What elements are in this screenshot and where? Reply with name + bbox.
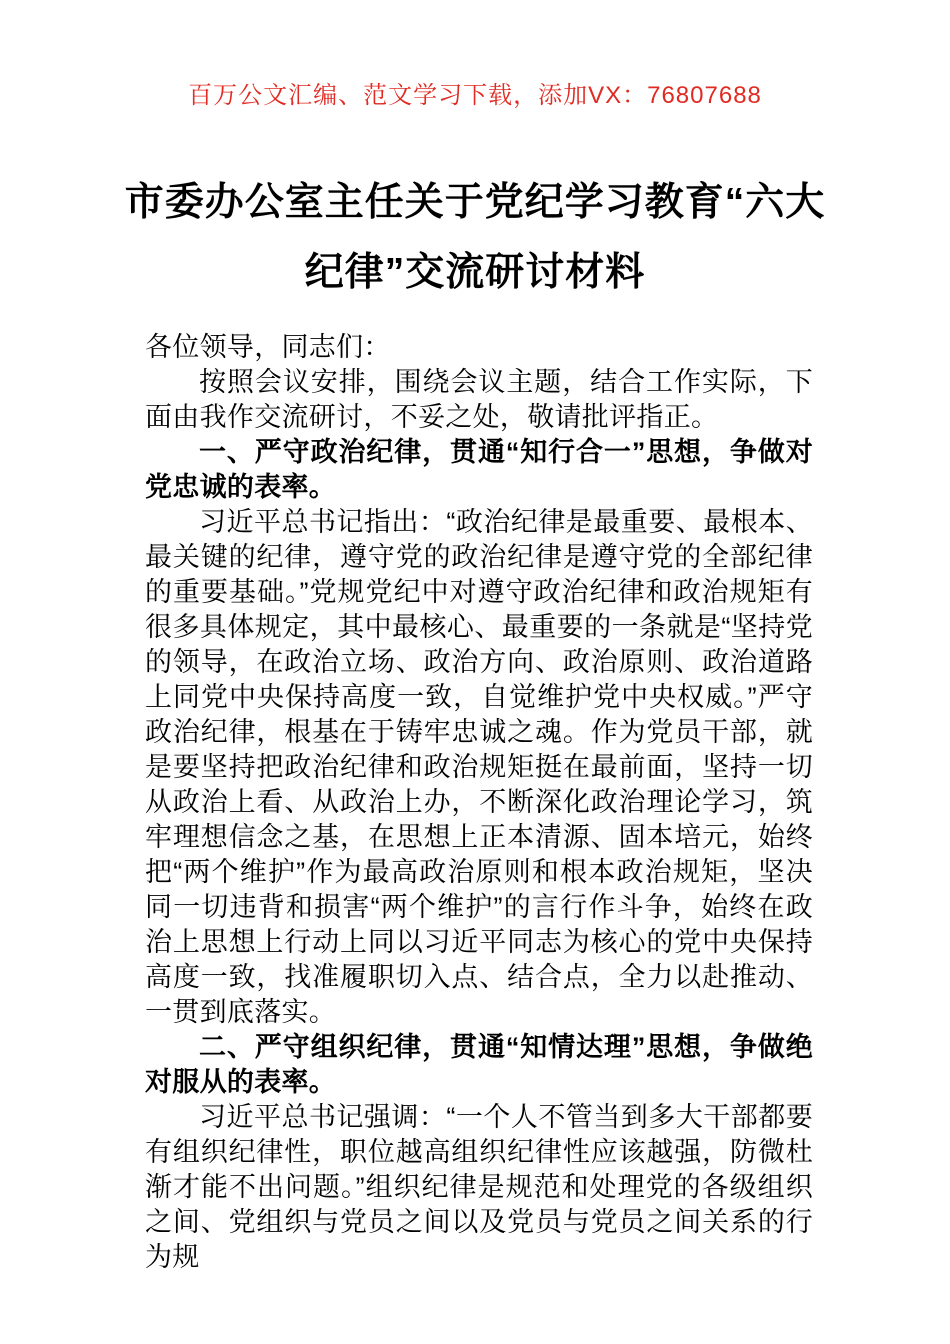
header-notice: 百万公文汇编、范文学习下载，添加VX：76807688 (188, 82, 762, 109)
section-heading-2: 二、严守组织纪律，贯通“知情达理”思想，争做绝对服从的表率。 (145, 1032, 813, 1097)
paragraph-section-1: 习近平总书记指出：“政治纪律是最重要、最根本、最关键的纪律，遵守党的政治纪律是遵守党的全部纪律的重要基础。”党规党纪中对遵守政治纪律和政治规矩有很多具体规定，其中最核心、最重要的一条就是“坚持党的领导，在政治立场、政治方向、政治原则、政治道路上同党中央保持高度一致，自觉维护党中央权威。”严守政治纪律，根基在于铸牢忠诚之魂。作为党员干部，就是要坚持把政治纪律和政治规矩挺在最前面，坚持一切从政治上看、从政治上办，不断深化政治理论学习，筑牢理想信念之基，在思想上正本清源、固本培元，始终把“两个维护”作为最高政治原则和根本政治规矩，坚决同一切违背和损害“两个维护”的言行作斗争，始终在政治上思想上行动上同以习近平同志为核心的党中央保持高度一致，找准履职切入点、结合点，全力以赴推动、一贯到底落实。 (145, 507, 813, 1027)
paragraph-intro: 按照会议安排，围绕会议主题，结合工作实际，下面由我作交流研讨，不妥之处，敬请批评指正。 (145, 367, 813, 432)
title-line-2: 纪律”交流研讨材料 (304, 251, 646, 294)
title-line-1: 市委办公室主任关于党纪学习教育“六大 (124, 181, 826, 224)
paragraph-section-2: 习近平总书记强调：“一个人不管当到多大干部都要有组织纪律性，职位越高组织纪律性应该越强，防微杜渐才能不出问题。”组织纪律是规范和处理党的各级组织之间、党组织与党员之间以及党员与党员之间关系的行为规 (145, 1102, 813, 1272)
salutation: 各位领导，同志们： (145, 332, 391, 362)
document-body (145, 330, 813, 1275)
section-heading-1: 一、严守政治纪律，贯通“知行合一”思想，争做对党忠诚的表率。 (145, 437, 813, 502)
document-title (110, 168, 840, 308)
